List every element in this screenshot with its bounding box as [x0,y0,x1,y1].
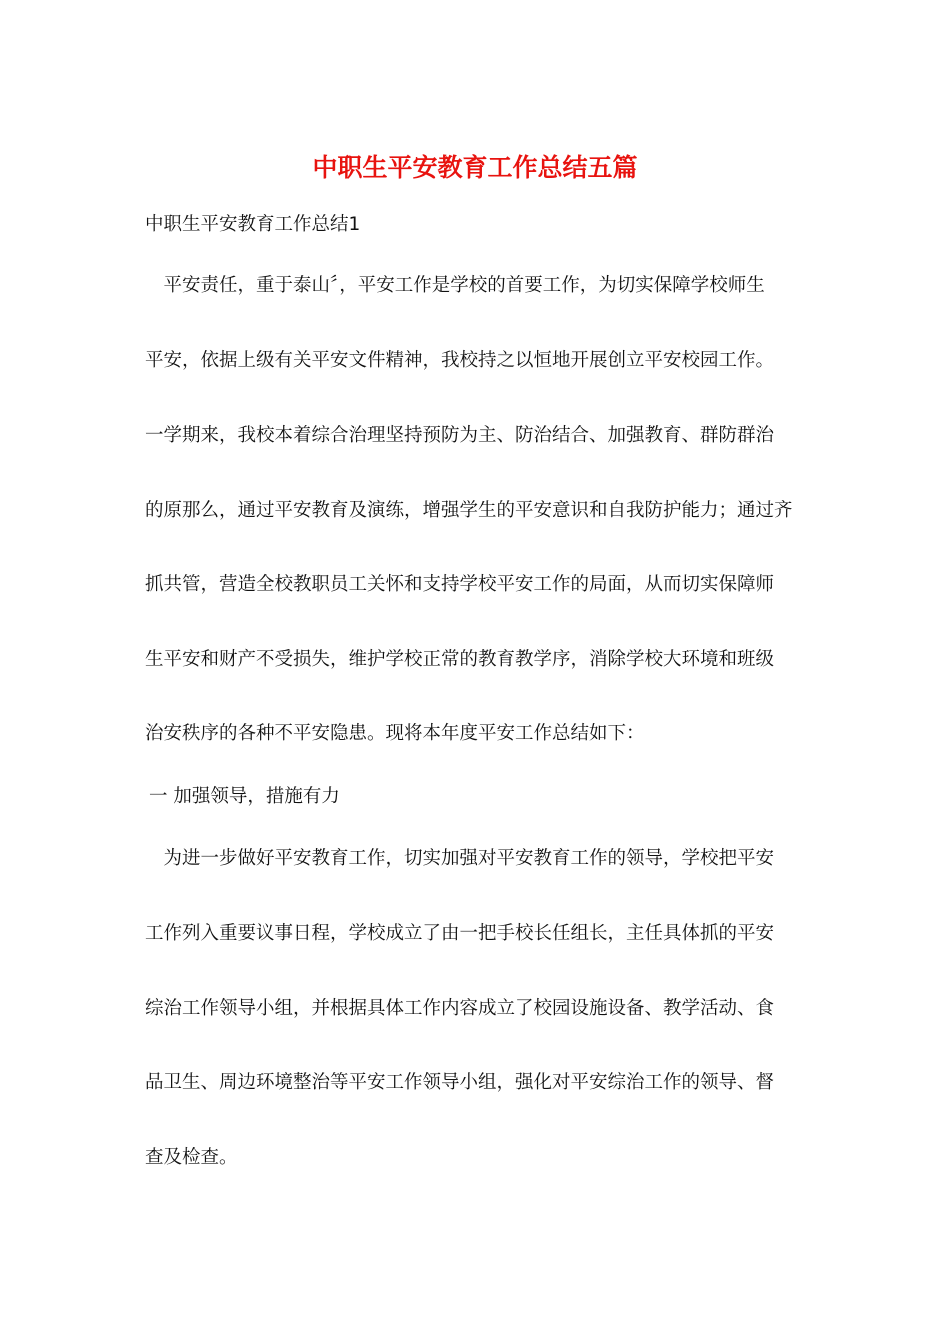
document-title: 中职生平安教育工作总结五篇 [312,153,638,182]
paragraph-line: 查及检查。 [145,1147,238,1168]
paragraph-line: 生平安和财产不受损失，维护学校正常的教育教学序，消除学校大环境和班级 [145,649,775,670]
section-subtitle: 中职生平安教育工作总结1 [145,214,361,235]
section-heading: 一 加强领导，措施有力 [149,786,340,807]
paragraph-line: 平安责任，重于泰山〞，平安工作是学校的首要工作，为切实保障学校师生 [145,275,765,296]
paragraph-line: 为进一步做好平安教育工作，切实加强对平安教育工作的领导，学校把平安 [145,848,775,869]
paragraph-line: 的原那么，通过平安教育及演练，增强学生的平安意识和自我防护能力；通过齐 [145,500,793,521]
paragraph-line: 治安秩序的各种不平安隐患。现将本年度平安工作总结如下： [145,723,645,744]
paragraph-line: 平安，依据上级有关平安文件精神，我校持之以恒地开展创立平安校园工作。 [145,350,775,371]
paragraph-line: 综治工作领导小组，并根据具体工作内容成立了校园设施设备、教学活动、食 [145,998,775,1019]
paragraph-line: 品卫生、周边环境整治等平安工作领导小组，强化对平安综治工作的领导、督 [145,1072,775,1093]
paragraph-line: 抓共管，营造全校教职员工关怀和支持学校平安工作的局面，从而切实保障师 [145,574,775,595]
paragraph-line: 工作列入重要议事日程，学校成立了由一把手校长任组长，主任具体抓的平安 [145,923,775,944]
paragraph-line: 一学期来，我校本着综合治理坚持预防为主、防治结合、加强教育、群防群治 [145,425,775,446]
